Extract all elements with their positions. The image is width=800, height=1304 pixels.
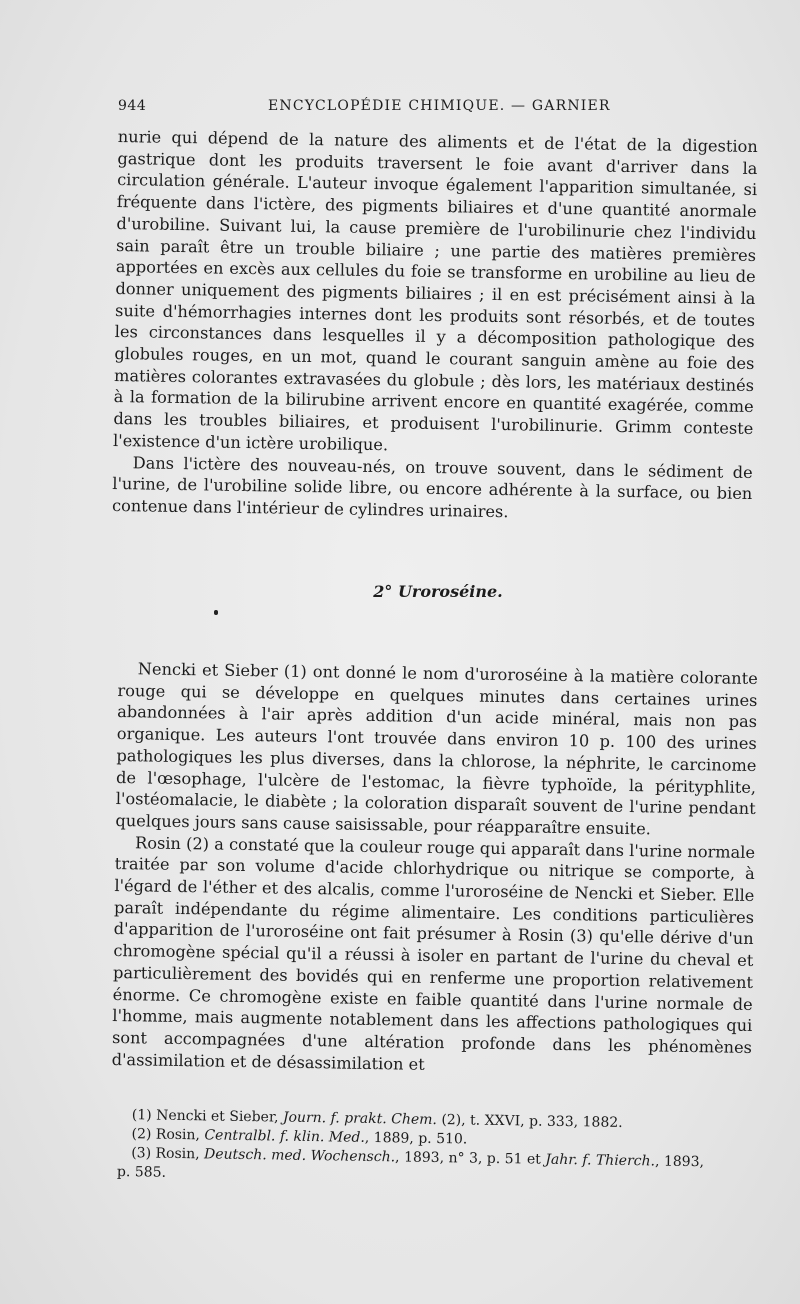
footnote-3: (3) Rosin, Deutsch. med. Wochensch., 1893, n° 3, p. 51 et Jahr. f. Thierch., 1893,	[131, 1145, 705, 1171]
body-text-lower	[112, 658, 758, 1080]
running-title: ENCYCLOPÉDIE CHIMIQUE. — GARNIER	[268, 98, 611, 114]
print-speck	[214, 610, 218, 615]
footnotes	[117, 1106, 758, 1192]
footnote-1: (1) Nencki et Sieber, Journ. f. prakt. Chem. (2), t. XXVI, p. 333, 1882.	[131, 1107, 623, 1131]
paragraph-urobilinurie: nurie qui dépend de la nature des aliments et de l'état de la digestion gastrique dont les produits traversent le foie avant d'arriver dans la circulation générale. L'auteur invoque également l'apparition simultanée, si fréquente dans l'ictère, des pigments biliaires et d'une quantité anormale d'urobiline. Suivant lui, la cause première de l'urobilinurie chez l'individu sain paraît être un trouble biliaire ; une partie des matières premières apportées en excès aux cellules du foie se transforme en urobiline au lieu de donner uniquement des pigments biliaires ; il en est précisément ainsi à la suite d'hémorrhagies internes dont les produits sont résorbés, et de toutes les circonstances dans lesquelles il y a décomposition pathologique des globules rouges, en un mot, quand le courant sanguin amène au foie des matières colorantes extravasées du globule ; dès lors, les matériaux destinés à la formation de la bilirubine arrivent encore en quantité exagérée, comme dans les troubles biliaires, et produisent l'urobilinurie. Grimm conteste l'existence d'un ictère urobilique.	[112, 126, 758, 455]
body-text-upper	[112, 126, 758, 527]
running-header	[118, 98, 758, 120]
paragraph-nencki-sieber: Nencki et Sieber (1) ont donné le nom d'uroroséine à la matière colorante rouge qui se développe en quelques minutes dans certaines urines abandonnées à l'air après addition d'un acide minéral, mais non pas organique. Les auteurs l'ont trouvée dans environ 10 p. 100 des urines pathologiques les plus diverses, dans la chlorose, la néphrite, le carcinome de l'œsophage, l'ulcère de l'estomac, la fièvre typhoïde, la pérityphlite, l'ostéomalacie, le diabète ; la coloration disparaît souvent de l'urine pendant quelques jours sans cause saisissable, pour réapparaître ensuite.	[115, 659, 758, 839]
footnote-2: (2) Rosin, Centralbl. f. klin. Med., 1889, p. 510.	[131, 1126, 468, 1148]
page-number: 944	[118, 98, 147, 114]
section-heading: 2° Uroroséine.	[373, 582, 503, 601]
footnote-3-continuation: p. 585.	[116, 1163, 167, 1181]
paragraph-nouveau-nes: Dans l'ictère des nouveau-nés, on trouve souvent, dans le sédiment de l'urine, de l'urobiline solide libre, ou encore adhérente à la surface, ou bien contenue dans l'intérieur de cylindres urinaires.	[111, 452, 753, 522]
paragraph-rosin: Rosin (2) a constaté que la couleur rouge qui apparaît dans l'urine normale traitée par son volume d'acide chlorhydrique ou nitrique se comporte, à l'égard de l'éther et des alcalis, comme l'uroroséine de Nencki et Sieber. Elle paraît indépendante du régime alimentaire. Les conditions particulières d'apparition de l'uroroséine ont fait présumer à Rosin (3) qu'elle dérive d'un chromogène spécial qu'il a réussi à isoler en partant de l'urine du cheval et particulièrement des bovidés qui en renferme une proportion relativement énorme. Ce chromogène existe en faible quantité dans l'urine normale de l'homme, mais augmente notablement dans les affections pathologiques qui sont accompagnées d'une altération profonde dans les phénomènes d'assimilation et de désassimilation et	[111, 832, 756, 1074]
